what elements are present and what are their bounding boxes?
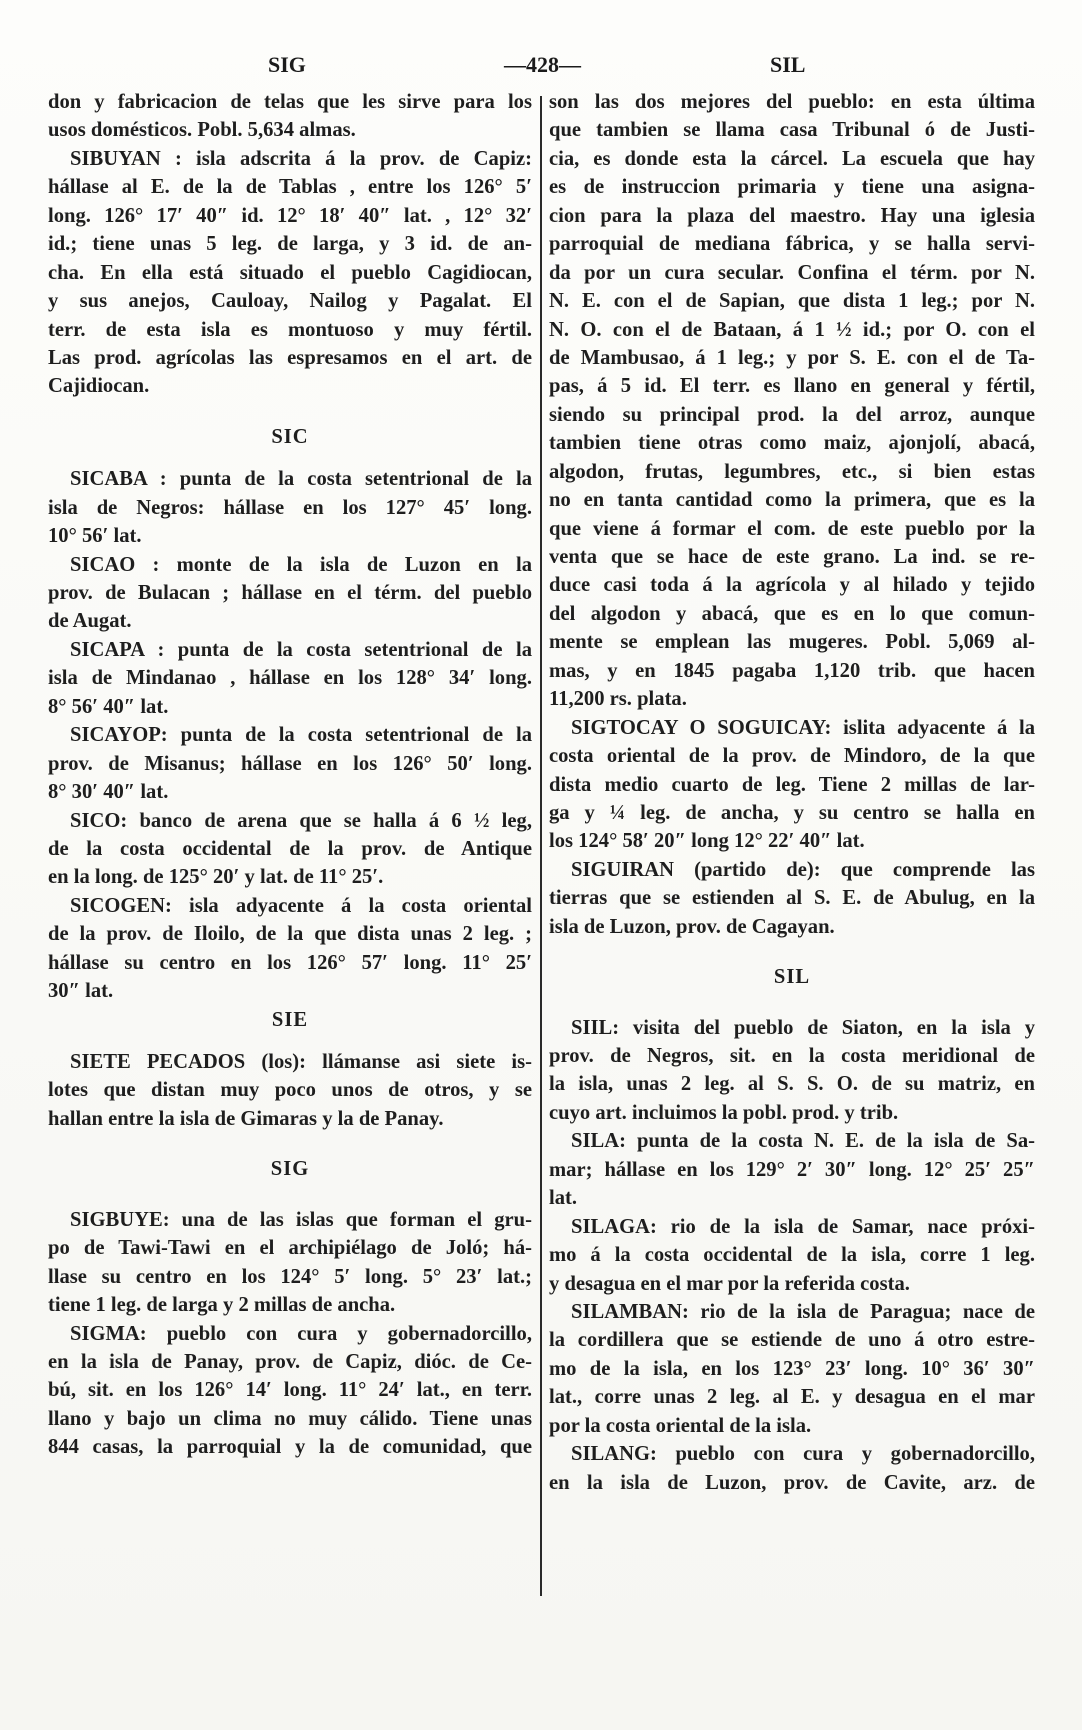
entry-first-line: SIGMA: pueblo con cura y gobernadorcillo, bbox=[70, 1322, 532, 1345]
running-head bbox=[40, 52, 1042, 82]
text-line: usos domésticos. Pobl. 5,634 almas. bbox=[48, 119, 356, 142]
text-line: po de Tawi-Tawi en el archipiélago de Joló; há- bbox=[48, 1237, 532, 1260]
text-line: lat., corre unas 2 leg. al E. y desagua en el mar bbox=[549, 1386, 1035, 1409]
section-heading: SIE bbox=[271, 1008, 309, 1031]
spacer bbox=[48, 1034, 532, 1048]
entry-first-line: SIGUIRAN (partido de): que comprende las bbox=[571, 858, 1035, 881]
text-line: cia, es donde esta la cárcel. La escuela que hay bbox=[549, 147, 1035, 170]
text-line: da por un cura secular. Confina el térm. por N. bbox=[549, 261, 1035, 284]
entry-first-line: SIBUYAN : isla adscrita á la prov. de Capiz: bbox=[70, 147, 532, 170]
text-line: don y fabricacion de telas que les sirve para los bbox=[48, 91, 532, 113]
text-line: 8° 30′ 40″ lat. bbox=[48, 781, 169, 804]
text-line: que viene á formar el com. de este pueblo por la bbox=[549, 517, 1035, 540]
column-divider bbox=[540, 96, 542, 1596]
entry-first-line: SIIL: visita del pueblo de Siaton, en la isla y bbox=[571, 1016, 1035, 1039]
spacer bbox=[549, 941, 1035, 963]
entry-first-line: SICOGEN: isla adyacente á la costa oriental bbox=[70, 894, 532, 917]
entry-first-line: SILA: punta de la costa N. E. de la isla de Sa- bbox=[571, 1130, 1035, 1153]
text-line: los 124° 58′ 20″ long 12° 22′ 40″ lat. bbox=[549, 830, 865, 853]
section-heading: SIL bbox=[773, 966, 811, 989]
text-line: no en tanta cantidad como la primera, que es la bbox=[549, 489, 1035, 512]
entry-first-line: SICO: banco de arena que se halla á 6 ½ leg, bbox=[70, 809, 532, 832]
text-line: del algodon y abacá, que es en lo que comun- bbox=[549, 602, 1035, 625]
text-line: lotes que distan muy poco unos de otros, y se bbox=[48, 1079, 532, 1102]
text-line: ga y ¼ leg. de ancha, y su centro se halla en bbox=[549, 801, 1035, 824]
text-line: mas, y en 1845 pagaba 1,120 trib. que hacen bbox=[549, 659, 1035, 682]
page-number: —428— bbox=[504, 52, 581, 77]
text-line: lat. bbox=[549, 1187, 578, 1210]
entry-first-line: SICABA : punta de la costa setentrional de la bbox=[70, 468, 532, 491]
spacer bbox=[48, 1184, 532, 1206]
text-line: que tambien se llama casa Tribunal ó de Justi- bbox=[549, 119, 1035, 142]
text-line: la isla, unas 2 leg. al S. S. O. de su matriz, en bbox=[549, 1073, 1035, 1096]
text-line: hállase su centro en los 126° 57′ long. 11° 25′ bbox=[48, 951, 532, 974]
text-line: isla de Negros: hállase en los 127° 45′ long. bbox=[48, 496, 532, 519]
text-line: hallan entre la isla de Gimaras y la de Panay. bbox=[48, 1107, 444, 1130]
entry-first-line: SILAMBAN: rio de la isla de Paragua; nace de bbox=[571, 1300, 1035, 1323]
text-line: dista medio cuarto de leg. Tiene 2 millas de lar- bbox=[549, 773, 1035, 796]
spacer bbox=[48, 401, 532, 423]
entry-first-line: SIGTOCAY O SOGUICAY: islita adyacente á la bbox=[571, 716, 1035, 739]
text-line: de Augat. bbox=[48, 610, 132, 633]
text-line: cuyo art. incluimos la pobl. prod. y trib. bbox=[549, 1101, 899, 1124]
text-line: mo á la costa occidental de la isla, corre 1 leg. bbox=[549, 1244, 1035, 1267]
entry-first-line: SILAGA: rio de la isla de Samar, nace próxi- bbox=[571, 1215, 1035, 1238]
section-heading: SIG bbox=[270, 1158, 310, 1181]
entry-first-line: SICAPA : punta de la costa setentrional de la bbox=[70, 638, 532, 661]
text-line: hállase al E. de la de Tablas , entre los 126° 5′ bbox=[48, 176, 532, 199]
spacer bbox=[48, 1133, 532, 1155]
text-line: cion para la plaza del maestro. Hay una iglesia bbox=[549, 204, 1035, 227]
text-line: 11,200 rs. plata. bbox=[549, 688, 687, 711]
text-line: bú, sit. en los 126° 14′ long. 11° 24′ lat., en terr. bbox=[48, 1379, 532, 1402]
text-line: llase su centro en los 124° 5′ long. 5° 23′ lat.; bbox=[48, 1265, 532, 1288]
running-head-left: SIG bbox=[268, 52, 306, 77]
spacer bbox=[549, 992, 1035, 1014]
text-line: long. 126° 17′ 40″ id. 12° 18′ 40″ lat. , 12° 32′ bbox=[48, 204, 532, 227]
right-column bbox=[549, 88, 1035, 1497]
text-line: id.; tiene unas 5 leg. de larga, y 3 id. de an- bbox=[48, 233, 532, 256]
text-line: tiene 1 leg. de larga y 2 millas de ancha. bbox=[48, 1294, 396, 1317]
text-line: costa oriental de la prov. de Mindoro, de la que bbox=[549, 745, 1035, 768]
text-line: y desagua en el mar por la referida costa. bbox=[549, 1272, 910, 1295]
entry-first-line: SIGBUYE: una de las islas que forman el gru- bbox=[70, 1208, 532, 1231]
text-line: de Mambusao, á 1 leg.; y por S. E. con el de Ta- bbox=[549, 346, 1035, 369]
text-line: cha. En ella está situado el pueblo Cagidiocan, bbox=[48, 261, 532, 284]
text-line: por la costa oriental de la isla. bbox=[549, 1414, 812, 1437]
entry-first-line: SILANG: pueblo con cura y gobernadorcillo, bbox=[571, 1443, 1035, 1466]
text-line: es de instruccion primaria y tiene una asigna- bbox=[549, 176, 1035, 199]
section-heading: SIC bbox=[271, 425, 309, 448]
text-line: 30″ lat. bbox=[48, 980, 114, 1003]
text-line: pas, á 5 id. El terr. es llano en general y fértil, bbox=[549, 375, 1035, 398]
text-line: 844 casas, la parroquial y la de comunidad, que bbox=[48, 1436, 532, 1459]
text-line: algodon, frutas, legumbres, etc., si bien estas bbox=[549, 460, 1035, 483]
text-line: siendo su principal prod. la del arroz, aunque bbox=[549, 403, 1035, 426]
text-line: mar; hállase en los 129° 2′ 30″ long. 12° 25′ 25″ bbox=[549, 1158, 1035, 1181]
text-line: prov. de Misanus; hállase en los 126° 50′ long. bbox=[48, 752, 532, 775]
text-line: tierras que se estienden al S. E. de Abulug, en la bbox=[549, 887, 1035, 910]
text-line: Cajidiocan. bbox=[48, 375, 150, 398]
text-line: son las dos mejores del pueblo: en esta última bbox=[549, 91, 1035, 113]
text-line: mente se emplean las mugeres. Pobl. 5,069 al- bbox=[549, 631, 1035, 654]
running-head-right: SIL bbox=[770, 52, 806, 77]
text-line: Las prod. agrícolas las espresamos en el art. de bbox=[48, 346, 532, 369]
text-line: isla de Mindanao , hállase en los 128° 34′ long. bbox=[48, 667, 532, 690]
text-line: terr. de esta isla es montuoso y muy fértil. bbox=[48, 318, 532, 341]
entry-first-line: SIETE PECADOS (los): llámanse asi siete is- bbox=[70, 1051, 532, 1073]
text-line: 8° 56′ 40″ lat. bbox=[48, 695, 169, 718]
text-line: de la costa occidental de la prov. de Antique bbox=[48, 837, 532, 860]
text-line: prov. de Bulacan ; hállase en el térm. del pueblo bbox=[48, 582, 532, 604]
text-line: 10° 56′ lat. bbox=[48, 525, 142, 548]
text-line: isla de Luzon, prov. de Cagayan. bbox=[549, 915, 835, 938]
text-line: N. O. con el de Bataan, á 1 ½ id.; por O. con el bbox=[549, 318, 1035, 341]
text-line: de la prov. de Iloilo, de la que dista unas 2 leg. ; bbox=[48, 923, 532, 946]
left-column bbox=[48, 88, 532, 1462]
text-line: N. E. con el de Sapian, que dista 1 leg.; por N. bbox=[549, 290, 1035, 313]
text-line: en la long. de 125° 20′ y lat. de 11° 25′. bbox=[48, 866, 384, 889]
entry-first-line: SICAO : monte de la isla de Luzon en la bbox=[70, 553, 532, 576]
text-line: y sus anejos, Cauloay, Nailog y Pagalat. El bbox=[48, 290, 532, 313]
text-line: en la isla de Panay, prov. de Capiz, dióc. de Ce- bbox=[48, 1350, 532, 1373]
text-line: mo de la isla, en los 123° 23′ long. 10° 36′ 30″ bbox=[549, 1357, 1035, 1380]
text-line: en la isla de Luzon, prov. de Cavite, arz. de bbox=[549, 1471, 1035, 1494]
text-line: venta que se hace de este grano. La ind. se re- bbox=[549, 546, 1035, 568]
text-line: parroquial de mediana fábrica, y se halla servi- bbox=[549, 233, 1035, 256]
text-line: prov. de Negros, sit. en la costa meridional de bbox=[549, 1045, 1035, 1067]
text-line: la cordillera que se estiende de uno á otro estre- bbox=[549, 1329, 1035, 1352]
text-line: tambien tiene otras como maiz, ajonjolí, abacá, bbox=[549, 432, 1035, 455]
spacer bbox=[48, 451, 532, 465]
entry-first-line: SICAYOP: punta de la costa setentrional de la bbox=[70, 724, 532, 747]
text-line: duce casi toda á la agrícola y al hilado y tejido bbox=[549, 574, 1035, 597]
text-line: llano y bajo un clima no muy cálido. Tiene unas bbox=[48, 1407, 532, 1430]
